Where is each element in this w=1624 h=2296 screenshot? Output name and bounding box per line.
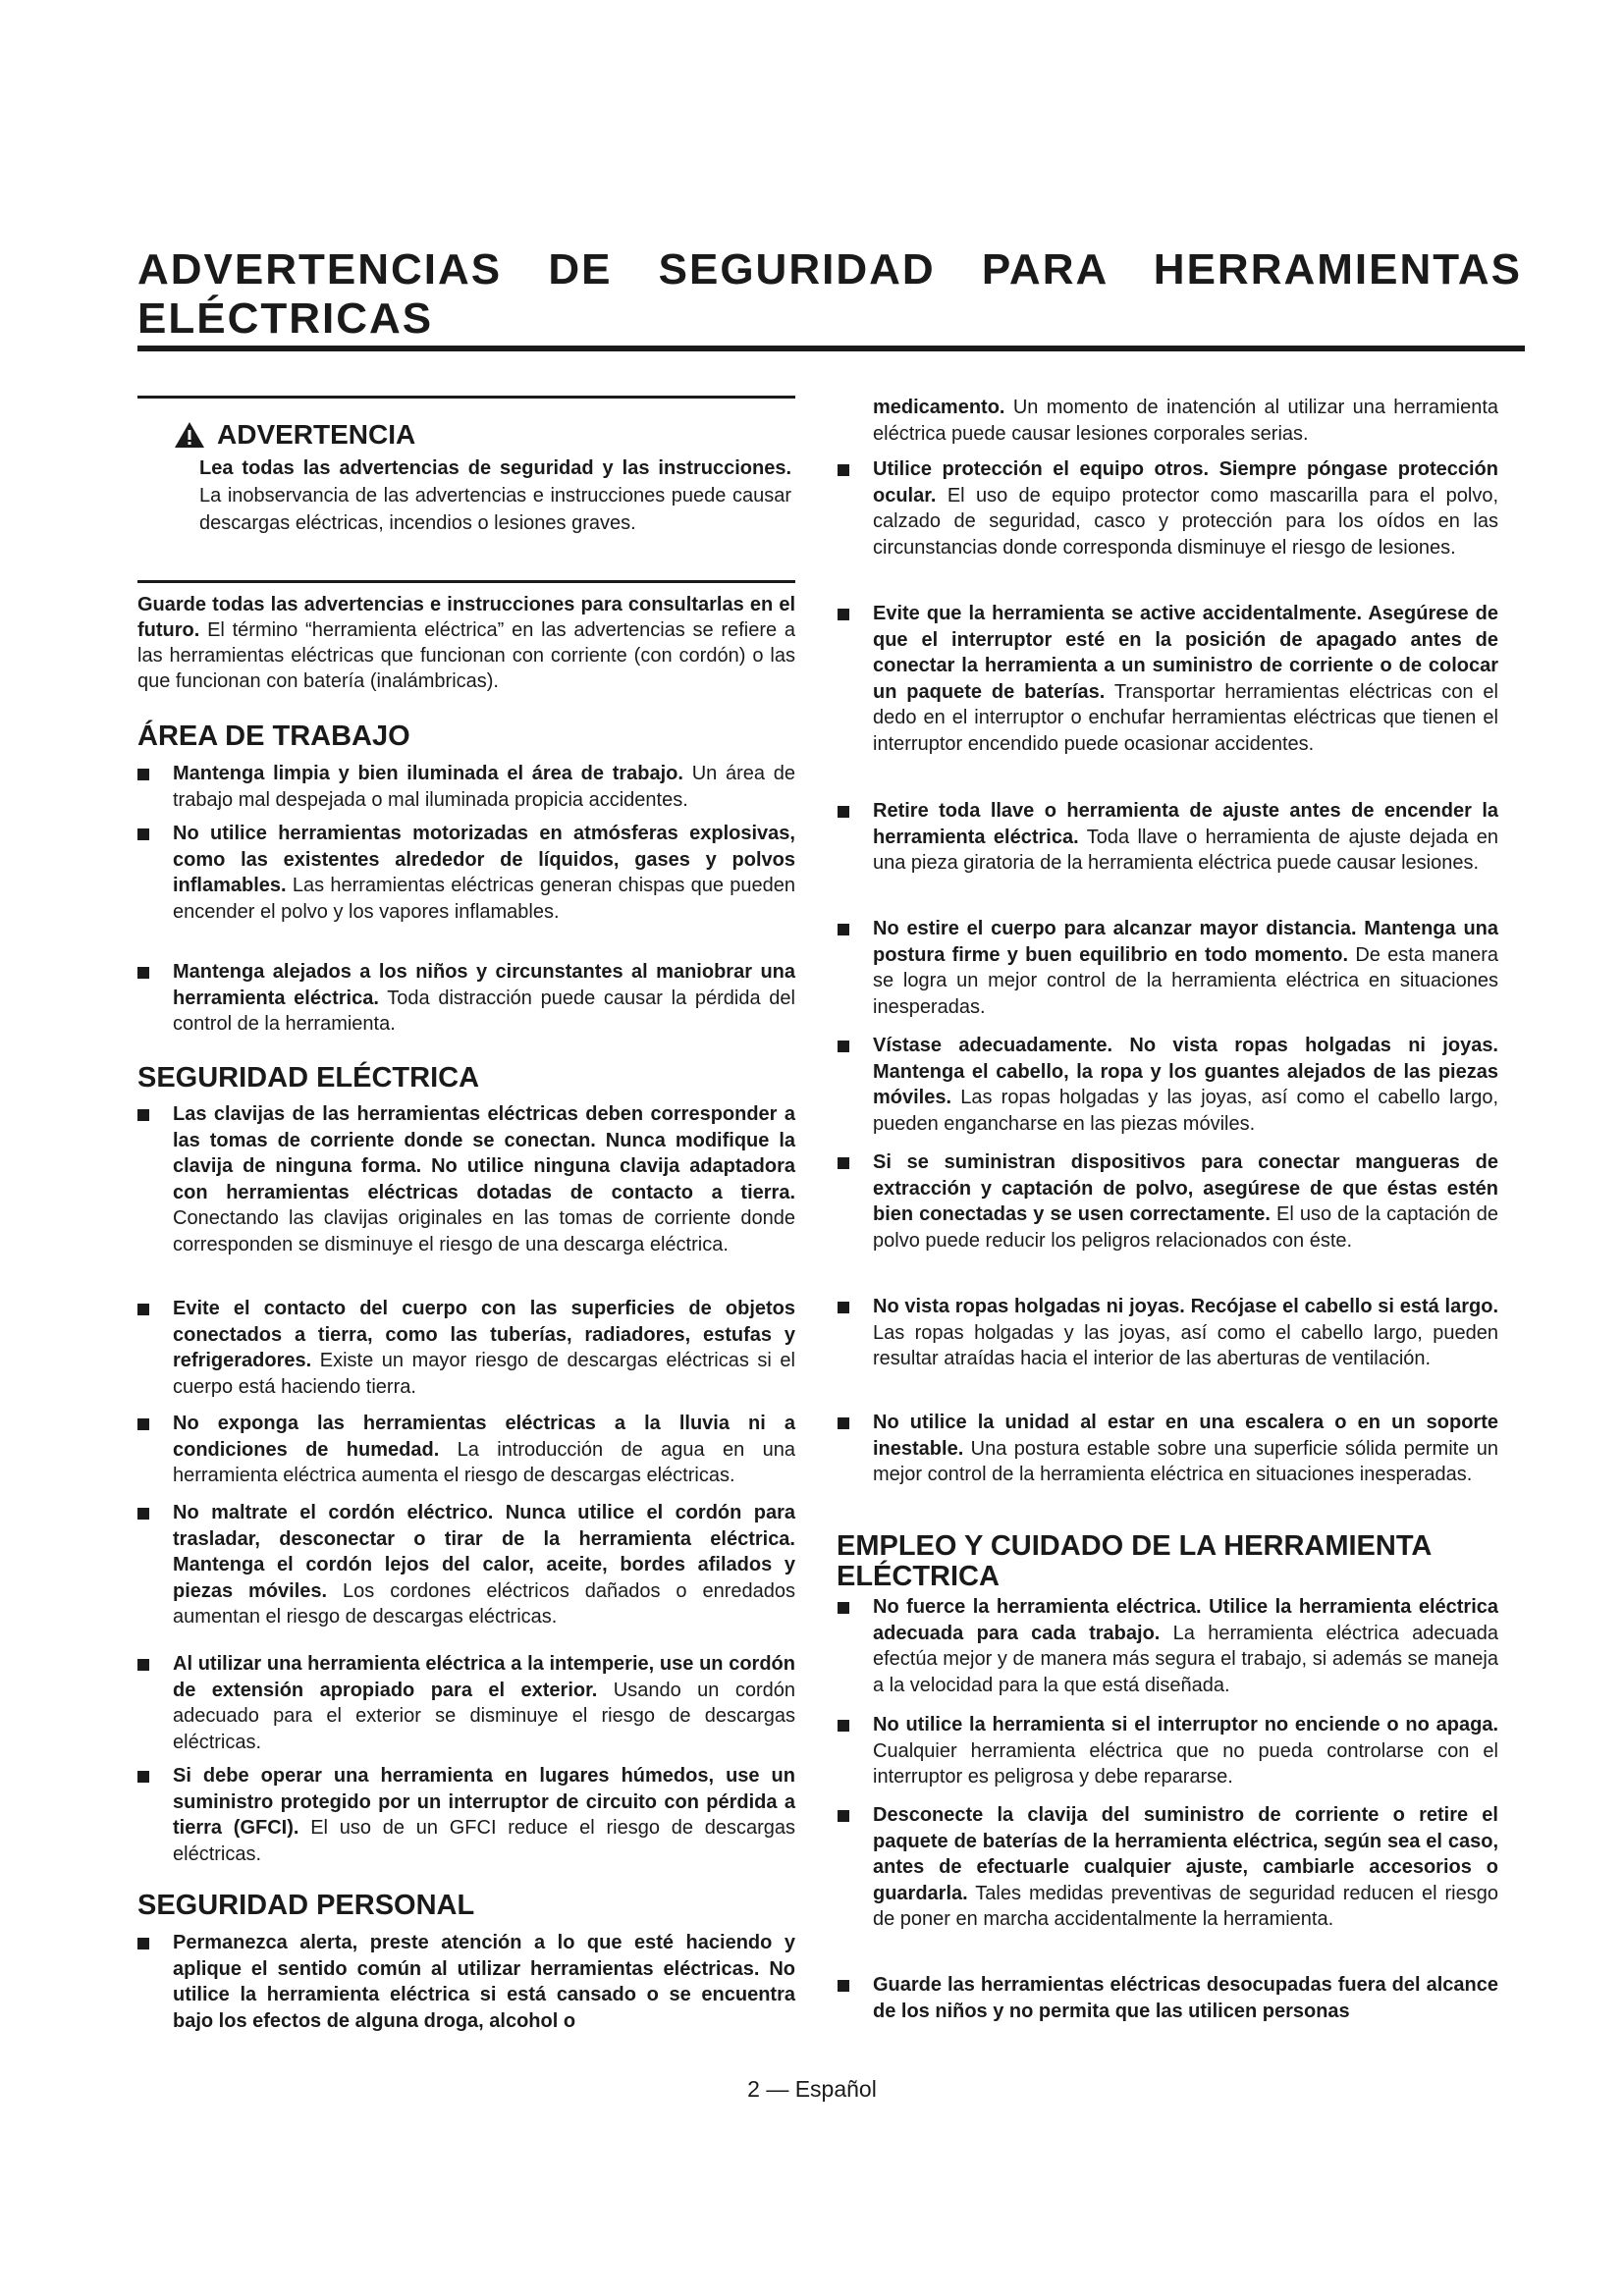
item-bold-text: No utilice herramientas motorizadas en atmósferas explosivas, como las existentes alrededor de líquidos, gases y polvos inflamables.: [173, 823, 795, 896]
bullet-icon: [838, 464, 849, 476]
item-plain-text: El uso de la captación de polvo puede reducir los peligros relacionados con éste.: [873, 1203, 1498, 1252]
item-plain-text: La introducción de agua en una herramienta eléctrica aumenta el riesgo de descargas eléctricas.: [173, 1438, 795, 1486]
item-bold-text: No maltrate el cordón eléctrico. Nunca utilice el cordón para trasladar, desconectar o tirar de la herramienta eléctrica. Mantenga el cordón lejos del calor, aceite, bordes afilados y piezas móviles.: [173, 1502, 795, 1602]
list-item: [873, 798, 1498, 877]
item-plain-text: Las ropas holgadas y las joyas, así como el cabello largo, pueden resultar atraídas hacia el interior de las aberturas de ventilación.: [873, 1321, 1498, 1369]
list-item: [173, 1101, 795, 1257]
section-heading-area: ÁREA DE TRABAJO: [137, 721, 410, 752]
item-plain-text: Existe un mayor riesgo de descargas eléctricas si el cuerpo está haciendo tierra.: [173, 1350, 795, 1398]
item-bold-text: No utilice la herramienta si el interruptor no enciende o no apaga.: [873, 1714, 1498, 1735]
item-plain-text: Usando un cordón adecuado para el exterior se disminuye el riesgo de descargas eléctricas.: [173, 1679, 795, 1753]
warning-triangle-icon: [174, 421, 205, 449]
item-plain-text: El uso de equipo protector como mascarilla para el polvo, calzado de seguridad, casco y protección para los oídos en las circunstancias donde corresponda disminuye el riesgo de lesiones.: [873, 484, 1498, 559]
list-item: [873, 456, 1498, 561]
list-item: [173, 1651, 795, 1755]
bullet-icon: [137, 1418, 149, 1430]
item-bold-text: No estire el cuerpo para alcanzar mayor distancia. Mantenga una postura firme y buen equilibrio en todo momento.: [873, 918, 1498, 966]
intro-bold: Guarde todas las advertencias e instrucciones para consultarlas en el futuro.: [137, 594, 795, 641]
item-bold-text: Si se suministran dispositivos para conectar mangueras de extracción y captación de polvo, asegúrese de que éstas estén bien conectadas y se usen correctamente.: [873, 1151, 1498, 1225]
item-plain-text: La herramienta eléctrica adecuada efectúa mejor y de manera más segura el trabajo, si además se maneja a la velocidad para la que está diseñada.: [873, 1622, 1498, 1696]
warning-plain: La inobservancia de las advertencias e instrucciones puede causar descargas eléctricas, incendios o lesiones graves.: [199, 485, 791, 534]
title-rule: [137, 346, 1525, 351]
warning-text: [199, 454, 791, 537]
intro-plain: El término “herramienta eléctrica” en las advertencias se refiere a las herramientas eléctricas que funcionan con corriente (con cordón) o las que funcionan con batería (inalámbricas).: [137, 619, 795, 692]
item-plain-text: Tales medidas preventivas de seguridad reducen el riesgo de poner en marcha accidentalmente la herramienta.: [873, 1882, 1498, 1930]
item-bold-text: No utilice la unidad al estar en una escalera o en un soporte inestable.: [873, 1412, 1498, 1460]
list-item: [873, 1594, 1498, 1698]
bullet-icon: [838, 1417, 849, 1429]
item-plain-text: El uso de un GFCI reduce el riesgo de descargas eléctricas.: [173, 1817, 795, 1865]
item-bold-text: medicamento.: [873, 397, 1005, 418]
item-bold-text: Utilice protección el equipo otros. Siempre póngase protección ocular.: [873, 458, 1498, 507]
bullet-icon: [137, 1109, 149, 1121]
list-item: [173, 959, 795, 1038]
list-item: [173, 1296, 795, 1400]
bullet-icon: [137, 1508, 149, 1520]
page-footer: 2 — Español: [747, 2076, 877, 2102]
list-item: [873, 916, 1498, 1020]
item-bold-text: Las clavijas de las herramientas eléctricas deben corresponder a las tomas de corriente donde se conectan. Nunca modifique la clavija de ninguna forma. No utilice ninguna clavija adaptadora con herramientas eléctricas dotadas de contacto a tierra.: [173, 1103, 795, 1203]
item-bold-text: Evite que la herramienta se active accidentalmente. Asegúrese de que el interruptor esté en la posición de apagado antes de conectar la herramienta a un suministro de corriente o de colocar un paquete de baterías.: [873, 603, 1498, 703]
item-plain-text: Las ropas holgadas y las joyas, así como el cabello largo, pueden engancharse en las piezas móviles.: [873, 1087, 1498, 1135]
item-plain-text: Toda llave o herramienta de ajuste dejada en una pieza giratoria de la herramienta eléctrica puede causar lesiones.: [873, 826, 1498, 874]
list-item: [173, 821, 795, 925]
list-item: [873, 1712, 1498, 1790]
warning-box: [137, 396, 795, 583]
item-bold-text: Desconecte la clavija del suministro de corriente o retire el paquete de baterías de la herramienta eléctrica, según sea el caso, antes de efectuarle cualquier ajuste, cambiarle accesorios o guardarla.: [873, 1804, 1498, 1904]
continuation-paragraph: [873, 395, 1498, 447]
bullet-icon: [838, 1041, 849, 1052]
item-bold-text: No fuerce la herramienta eléctrica. Utilice la herramienta eléctrica adecuada para cada trabajo.: [873, 1596, 1498, 1644]
item-plain-text: Una postura estable sobre una superficie sólida permite un mejor control de la herramienta eléctrica en situaciones inesperadas.: [873, 1437, 1498, 1485]
item-bold-text: No exponga las herramientas eléctricas a la lluvia ni a condiciones de humedad.: [173, 1413, 795, 1461]
bullet-icon: [137, 967, 149, 979]
item-bold-text: Retire toda llave o herramienta de ajuste antes de encender la herramienta eléctrica.: [873, 800, 1498, 848]
list-item: [173, 1763, 795, 1867]
bullet-icon: [838, 806, 849, 818]
item-bold-text: Mantenga limpia y bien iluminada el área de trabajo.: [173, 763, 683, 784]
intro-paragraph: [137, 592, 795, 694]
item-plain-text: De esta manera se logra un mejor control de la herramienta eléctrica en situaciones inesperadas.: [873, 943, 1498, 1018]
bullet-icon: [838, 1810, 849, 1822]
section-heading-empleo: EMPLEO Y CUIDADO DE LA HERRAMIENTA ELÉCTRICA: [837, 1530, 1432, 1592]
list-item: [873, 1294, 1498, 1372]
warning-heading: [174, 418, 415, 452]
item-bold-text: Mantenga alejados a los niños y circunstantes al maniobrar una herramienta eléctrica.: [173, 961, 795, 1009]
item-plain-text: Toda distracción puede causar la pérdida del control de la herramienta.: [173, 987, 795, 1035]
item-bold-text: Al utilizar una herramienta eléctrica a la intemperie, use un cordón de extensión apropiado para el exterior.: [173, 1653, 795, 1701]
item-bold-text: Guarde las herramientas eléctricas desocupadas fuera del alcance de los niños y no permita que las utilicen personas: [873, 1974, 1498, 2022]
item-plain-text: Los cordones eléctricos dañados o enredados aumentan el riesgo de descargas eléctricas.: [173, 1579, 795, 1628]
list-item: [173, 1411, 795, 1489]
bullet-icon: [137, 1659, 149, 1671]
bullet-icon: [137, 769, 149, 780]
list-item: [173, 1500, 795, 1630]
item-plain-text: Un área de trabajo mal despejada o mal iluminada propicia accidentes.: [173, 763, 795, 811]
item-plain-text: Las herramientas eléctricas generan chispas que pueden encender el polvo y los vapores inflamables.: [173, 875, 795, 923]
list-item: [873, 601, 1498, 757]
item-bold-text: Si debe operar una herramienta en lugares húmedos, use un suministro protegido por un interruptor de circuito con pérdida a tierra (GFCI).: [173, 1765, 795, 1839]
bullet-icon: [838, 1720, 849, 1732]
item-bold-text: Permanezca alerta, preste atención a lo que esté haciendo y aplique el sentido común al utilizar herramientas eléctricas. No utilice la herramienta eléctrica si está cansado o se encuentra bajo los efectos de alguna droga, alcohol o: [173, 1932, 795, 2032]
warning-bold: Lea todas las advertencias de seguridad y las instrucciones.: [199, 457, 791, 479]
list-item: [873, 1033, 1498, 1137]
item-plain-text: Conectando las clavijas originales en las tomas de corriente donde corresponden se disminuye el riesgo de una descarga eléctrica.: [173, 1207, 795, 1255]
list-item: [873, 1149, 1498, 1254]
section-heading-electrica: SEGURIDAD ELÉCTRICA: [137, 1062, 480, 1094]
bullet-icon: [838, 609, 849, 620]
warning-heading-label: ADVERTENCIA: [217, 419, 416, 450]
list-item: [873, 1802, 1498, 1933]
bullet-icon: [838, 1302, 849, 1313]
item-plain-text: Un momento de inatención al utilizar una herramienta eléctrica puede causar lesiones corporales serias.: [873, 397, 1498, 445]
bullet-icon: [137, 1771, 149, 1783]
list-item: [873, 1410, 1498, 1488]
item-bold-text: Evite el contacto del cuerpo con las superficies de objetos conectados a tierra, como las tuberías, radiadores, estufas y refrigeradores.: [173, 1298, 795, 1371]
bullet-icon: [838, 1602, 849, 1614]
bullet-icon: [838, 1980, 849, 1992]
bullet-icon: [137, 1304, 149, 1315]
section-heading-personal: SEGURIDAD PERSONAL: [137, 1890, 475, 1921]
list-item: [173, 761, 795, 813]
bullet-icon: [137, 828, 149, 840]
list-item: [173, 1930, 795, 2034]
list-item: [873, 1972, 1498, 2024]
item-bold-text: Vístase adecuadamente. No vista ropas holgadas ni joyas. Mantenga el cabello, la ropa y los guantes alejados de las piezas móviles.: [873, 1035, 1498, 1108]
item-plain-text: Cualquier herramienta eléctrica que no pueda controlarse con el interruptor es peligrosa y debe repararse.: [873, 1739, 1498, 1788]
item-plain-text: Transportar herramientas eléctricas con el dedo en el interruptor o enchufar herramientas eléctricas que tienen el interruptor encendido puede ocasionar accidentes.: [873, 680, 1498, 755]
bullet-icon: [838, 924, 849, 935]
bullet-icon: [137, 1938, 149, 1949]
page-title: ADVERTENCIAS DE SEGURIDAD PARA HERRAMIENTAS ELÉCTRICAS: [137, 245, 1522, 343]
item-bold-text: No vista ropas holgadas ni joyas. Recójase el cabello si está largo.: [873, 1296, 1498, 1317]
bullet-icon: [838, 1157, 849, 1169]
